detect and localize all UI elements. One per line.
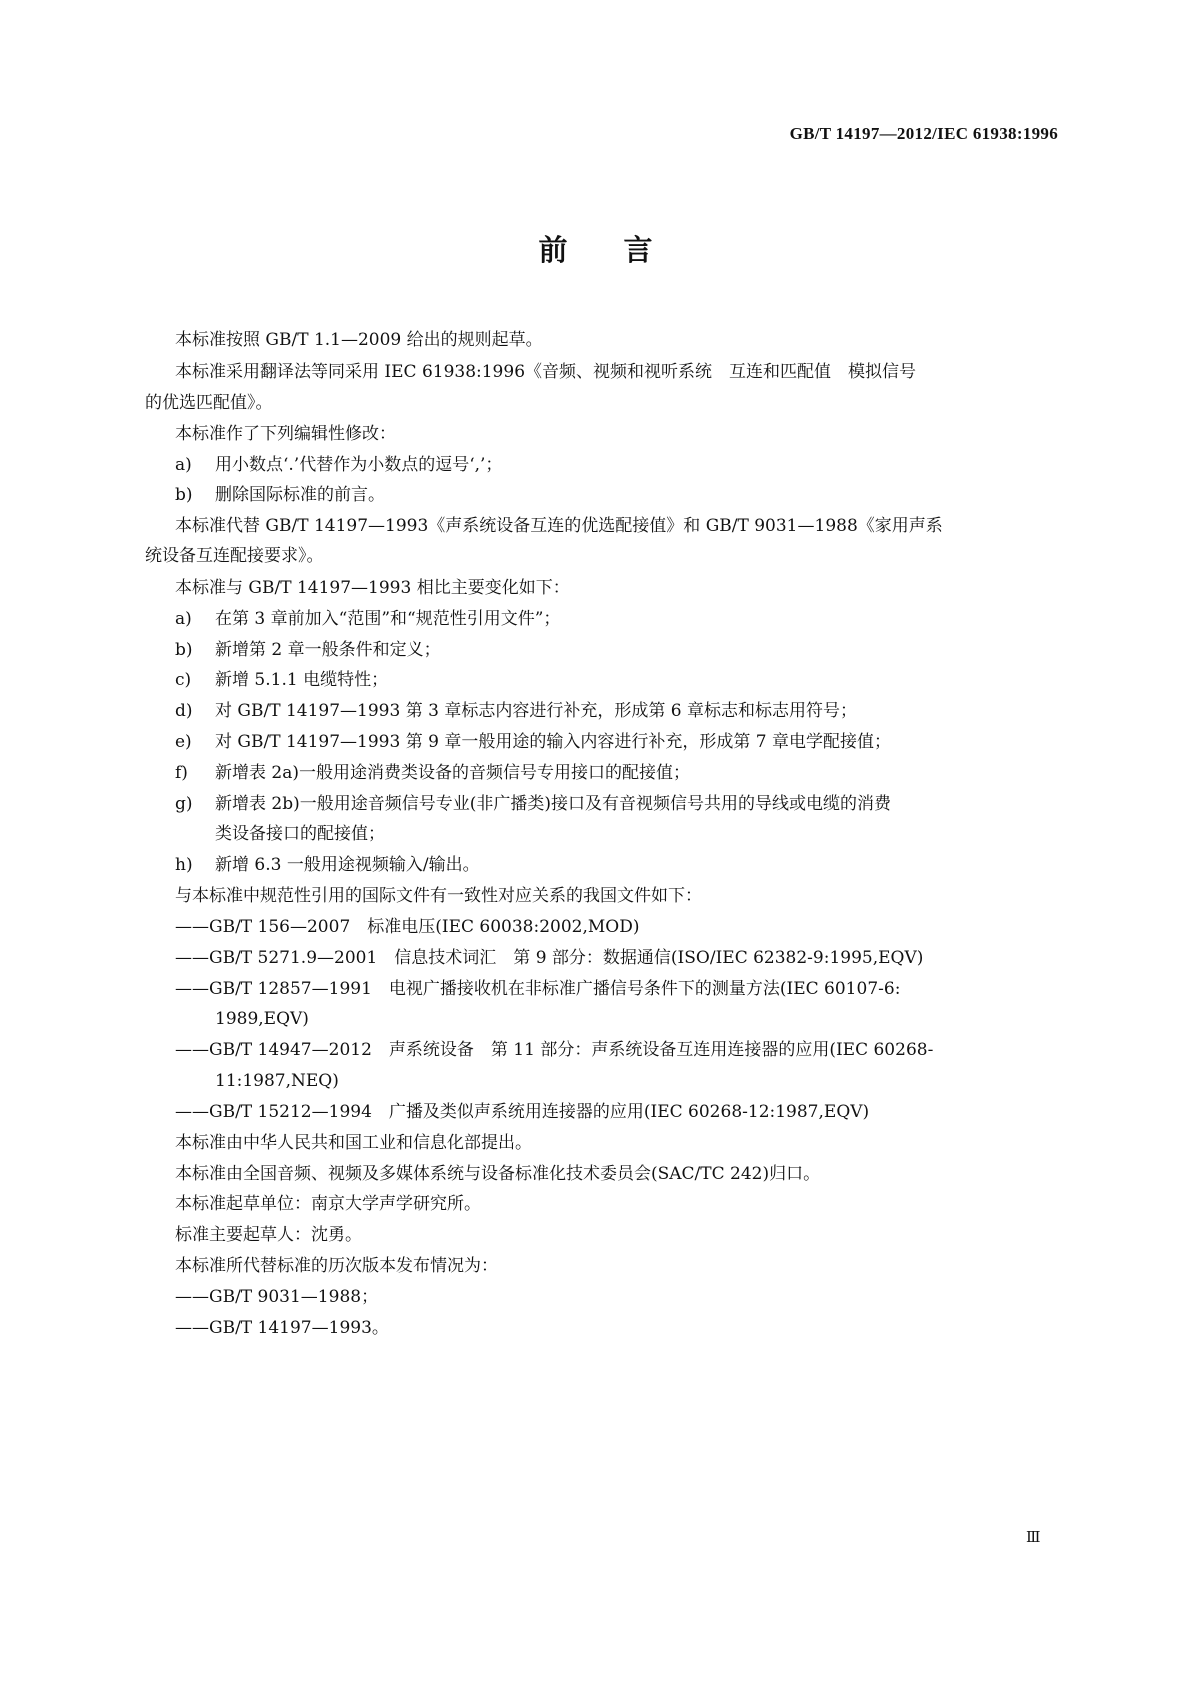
paragraph: 标准主要起草人：沈勇。 <box>175 1225 362 1245</box>
list-item <box>175 761 690 785</box>
paragraph: 本标准作了下列编辑性修改： <box>175 424 396 444</box>
list-item <box>175 607 560 631</box>
list-item-text: 新增表 2b)一般用途音频信号专业(非广播类)接口及有音视频信号共用的导线或电缆的消费 <box>215 794 891 814</box>
list-marker: c) <box>175 670 192 690</box>
list-item <box>175 730 891 754</box>
reference-item: ——GB/T 14947—2012 声系统设备 第 11 部分：声系统设备互连用连接器的应用(IEC 60268- <box>175 1040 934 1060</box>
page-number: Ⅲ <box>1026 1530 1042 1546</box>
list-marker: a) <box>175 609 192 629</box>
paragraph: 本标准所代替标准的历次版本发布情况为： <box>175 1256 498 1276</box>
list-item-text: 新增表 2a)一般用途消费类设备的音频信号专用接口的配接值； <box>215 763 690 783</box>
paragraph: 本标准由全国音频、视频及多媒体系统与设备标准化技术委员会(SAC/TC 242)归口。 <box>175 1164 821 1184</box>
list-item <box>175 699 857 723</box>
list-marker: d) <box>175 701 193 721</box>
list-item-continuation: 类设备接口的配接值； <box>215 824 385 844</box>
list-item <box>175 792 891 816</box>
standard-code: GB/T 14197—2012/IEC 61938:1996 <box>789 124 1058 143</box>
list-marker: b) <box>175 640 193 660</box>
paragraph: 本标准起草单位：南京大学声学研究所。 <box>175 1194 481 1214</box>
list-item-text: 对 GB/T 14197—1993 第 9 章一般用途的输入内容进行补充，形成第 7 章电学配接值； <box>215 732 891 752</box>
paragraph-continuation: 统设备互连配接要求》。 <box>145 546 324 566</box>
list-marker: e) <box>175 732 192 752</box>
list-item-text: 用小数点‘.’代替作为小数点的逗号‘,’； <box>215 455 503 475</box>
reference-item: ——GB/T 9031—1988； <box>175 1287 379 1307</box>
paragraph: 与本标准中规范性引用的国际文件有一致性对应关系的我国文件如下： <box>175 886 702 906</box>
list-marker: f) <box>175 763 188 783</box>
reference-item-continuation: 1989,EQV) <box>215 1009 309 1029</box>
reference-item: ——GB/T 12857—1991 电视广播接收机在非标准广播信号条件下的测量方法(IEC 60107-6: <box>175 979 901 999</box>
list-item-text: 删除国际标准的前言。 <box>215 485 385 505</box>
reference-item: ——GB/T 5271.9—2001 信息技术词汇 第 9 部分：数据通信(ISO/IEC 62382-9:1995,EQV) <box>175 948 924 968</box>
list-item-text: 新增 6.3 一般用途视频输入/输出。 <box>215 855 480 875</box>
reference-item: ——GB/T 156—2007 标准电压(IEC 60038:2002,MOD) <box>175 917 640 937</box>
paragraph: 本标准采用翻译法等同采用 IEC 61938:1996《音频、视频和视听系统 互连和匹配值 模拟信号 <box>175 362 917 382</box>
list-marker: b) <box>175 485 193 505</box>
list-item <box>175 668 388 692</box>
paragraph: 本标准与 GB/T 14197—1993 相比主要变化如下： <box>175 578 570 598</box>
list-item-text: 新增 5.1.1 电缆特性； <box>215 670 389 690</box>
paragraph: 本标准由中华人民共和国工业和信息化部提出。 <box>175 1133 532 1153</box>
page-title: 前言 <box>538 233 709 267</box>
list-marker: h) <box>175 855 193 875</box>
reference-item-continuation: 11:1987,NEQ) <box>215 1071 339 1091</box>
paragraph: 本标准按照 GB/T 1.1—2009 给出的规则起草。 <box>175 330 543 350</box>
reference-item: ——GB/T 14197—1993。 <box>175 1318 389 1338</box>
list-marker: g) <box>175 794 193 814</box>
list-item <box>175 638 441 662</box>
list-item-text: 在第 3 章前加入“范围”和“规范性引用文件”； <box>215 609 561 629</box>
paragraph: 本标准代替 GB/T 14197—1993《声系统设备互连的优选配接值》和 GB/T 9031—1988《家用声系 <box>175 516 943 536</box>
list-item-text: 新增第 2 章一般条件和定义； <box>215 640 441 660</box>
list-item <box>175 483 385 507</box>
paragraph-continuation: 的优选匹配值》。 <box>145 393 273 413</box>
list-item-text: 对 GB/T 14197—1993 第 3 章标志内容进行补充，形成第 6 章标志和标志用符号； <box>215 701 857 721</box>
list-marker: a) <box>175 455 192 475</box>
list-item <box>175 853 480 877</box>
list-item <box>175 453 502 477</box>
reference-item: ——GB/T 15212—1994 广播及类似声系统用连接器的应用(IEC 60268-12:1987,EQV) <box>175 1102 870 1122</box>
